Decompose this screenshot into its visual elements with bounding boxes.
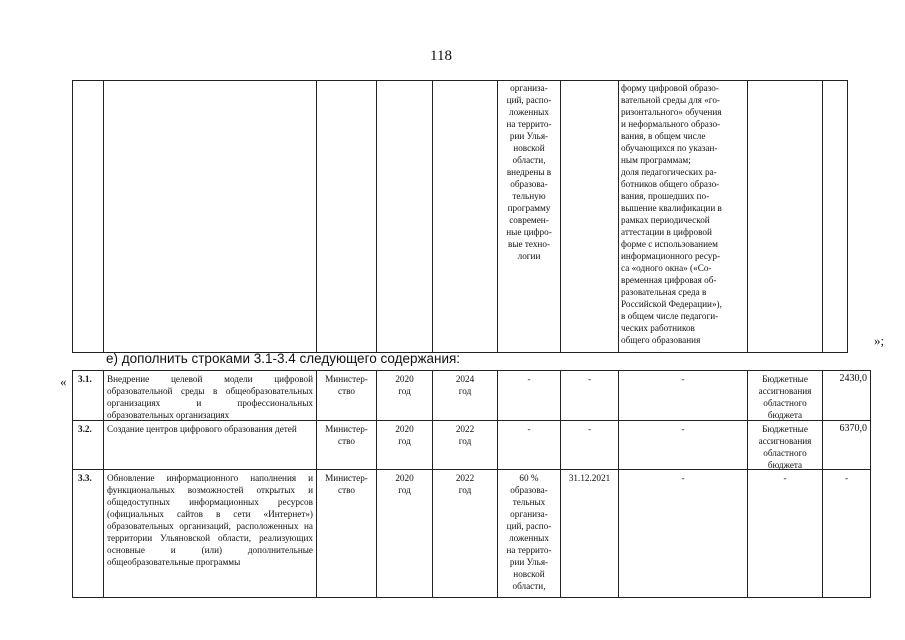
row-result: - xyxy=(681,473,685,483)
row-number: 3.2. xyxy=(78,424,92,434)
top-cell-description: форму цифровой образо- вательной среды для «го- ризонтального» обучения и неформального образо- вания, в общем числе обучающихся по указан- ным программам; доля педагогических ра- ботников общего образо- вания, прошедших по- вышение квалификации в рамках периодической аттестации в цифровой форме с использованием информационного ресур- са «одного окна» («Со- временная цифровая об- разовательная среда в Российской Федерации»), в общем числе педагоги- ческих работников общего образования xyxy=(621,83,722,345)
section-heading: е) дополнить строками 3.1-3.4 следующего содержания: xyxy=(106,351,461,366)
row-start: 2020 год xyxy=(395,473,414,495)
row-amount: 6370,0 xyxy=(839,423,867,434)
top-table-col-line xyxy=(618,80,619,352)
row-name: Внедрение целевой модели цифровой образовательной среды в общеобразовательных организациях и профессиональных образовательных организациях xyxy=(107,374,313,420)
top-table-col-line xyxy=(316,80,317,352)
top-table-col-line xyxy=(747,80,748,352)
row-indicator: - xyxy=(527,424,531,434)
row-amount: 2430,0 xyxy=(839,373,867,384)
table-col-line xyxy=(870,370,871,597)
row-source: Бюджетные ассигнования областного бюджета xyxy=(758,424,812,470)
row-date: - xyxy=(587,374,592,384)
row-date: - xyxy=(587,424,592,434)
row-start: 2020 год xyxy=(395,374,414,396)
opening-quote: « xyxy=(60,374,67,389)
top-table-col-line xyxy=(72,80,73,352)
top-table-border-top xyxy=(72,80,848,81)
top-cell-indicator: организа- ций, распо- ложенных на террито- рии Улья- новской области, внедрены в образова- тельную программу современ- ные цифро- вые техно- логии xyxy=(506,83,552,261)
top-table-col-line xyxy=(560,80,561,352)
top-table-col-line xyxy=(103,80,104,352)
row-executor: Министер- ство xyxy=(325,424,368,446)
row-executor: Министер- ство xyxy=(325,374,368,396)
row-source: - xyxy=(783,473,787,483)
table-col-line xyxy=(103,370,104,597)
top-table-col-line xyxy=(376,80,377,352)
table-border-top xyxy=(72,370,871,371)
row-date: 31.12.2021 xyxy=(568,473,611,483)
row-start: 2020 год xyxy=(395,424,414,446)
table-col-line xyxy=(72,370,73,597)
table-border-bottom xyxy=(72,597,871,598)
top-table-col-line xyxy=(822,80,823,352)
closing-quote: »; xyxy=(874,333,885,348)
row-executor: Министер- ство xyxy=(325,473,368,495)
row-name: Создание центров цифрового образования детей xyxy=(107,424,297,434)
row-result: - xyxy=(681,374,685,384)
page-number: 118 xyxy=(430,48,452,64)
row-indicator: 60 % образова- тельных организа- ций, распо- ложенных на террито- рии Улья- новской области, xyxy=(506,473,552,591)
row-source: Бюджетные ассигнования областного бюджета xyxy=(758,374,812,420)
row-amount: - xyxy=(844,473,849,483)
row-indicator: - xyxy=(527,374,531,384)
row-end: 2024 год xyxy=(455,374,475,396)
row-result: - xyxy=(681,424,685,434)
row-end: 2022 год xyxy=(455,473,475,495)
row-name: Обновление информационного наполнения и функциональных возможностей открытых и общедоступных информационных ресурсов (официальных сайтов в сети «Интернет») образовательных организаций, расположенных на территории Ульяновской области, реализующих основные и (или) дополнительные общеобразовательные программы xyxy=(107,473,313,567)
top-table-col-line xyxy=(432,80,433,352)
top-table-col-line xyxy=(847,80,848,352)
row-end: 2022 год xyxy=(455,424,475,446)
row-number: 3.3. xyxy=(78,473,92,483)
row-number: 3.1. xyxy=(78,374,92,384)
